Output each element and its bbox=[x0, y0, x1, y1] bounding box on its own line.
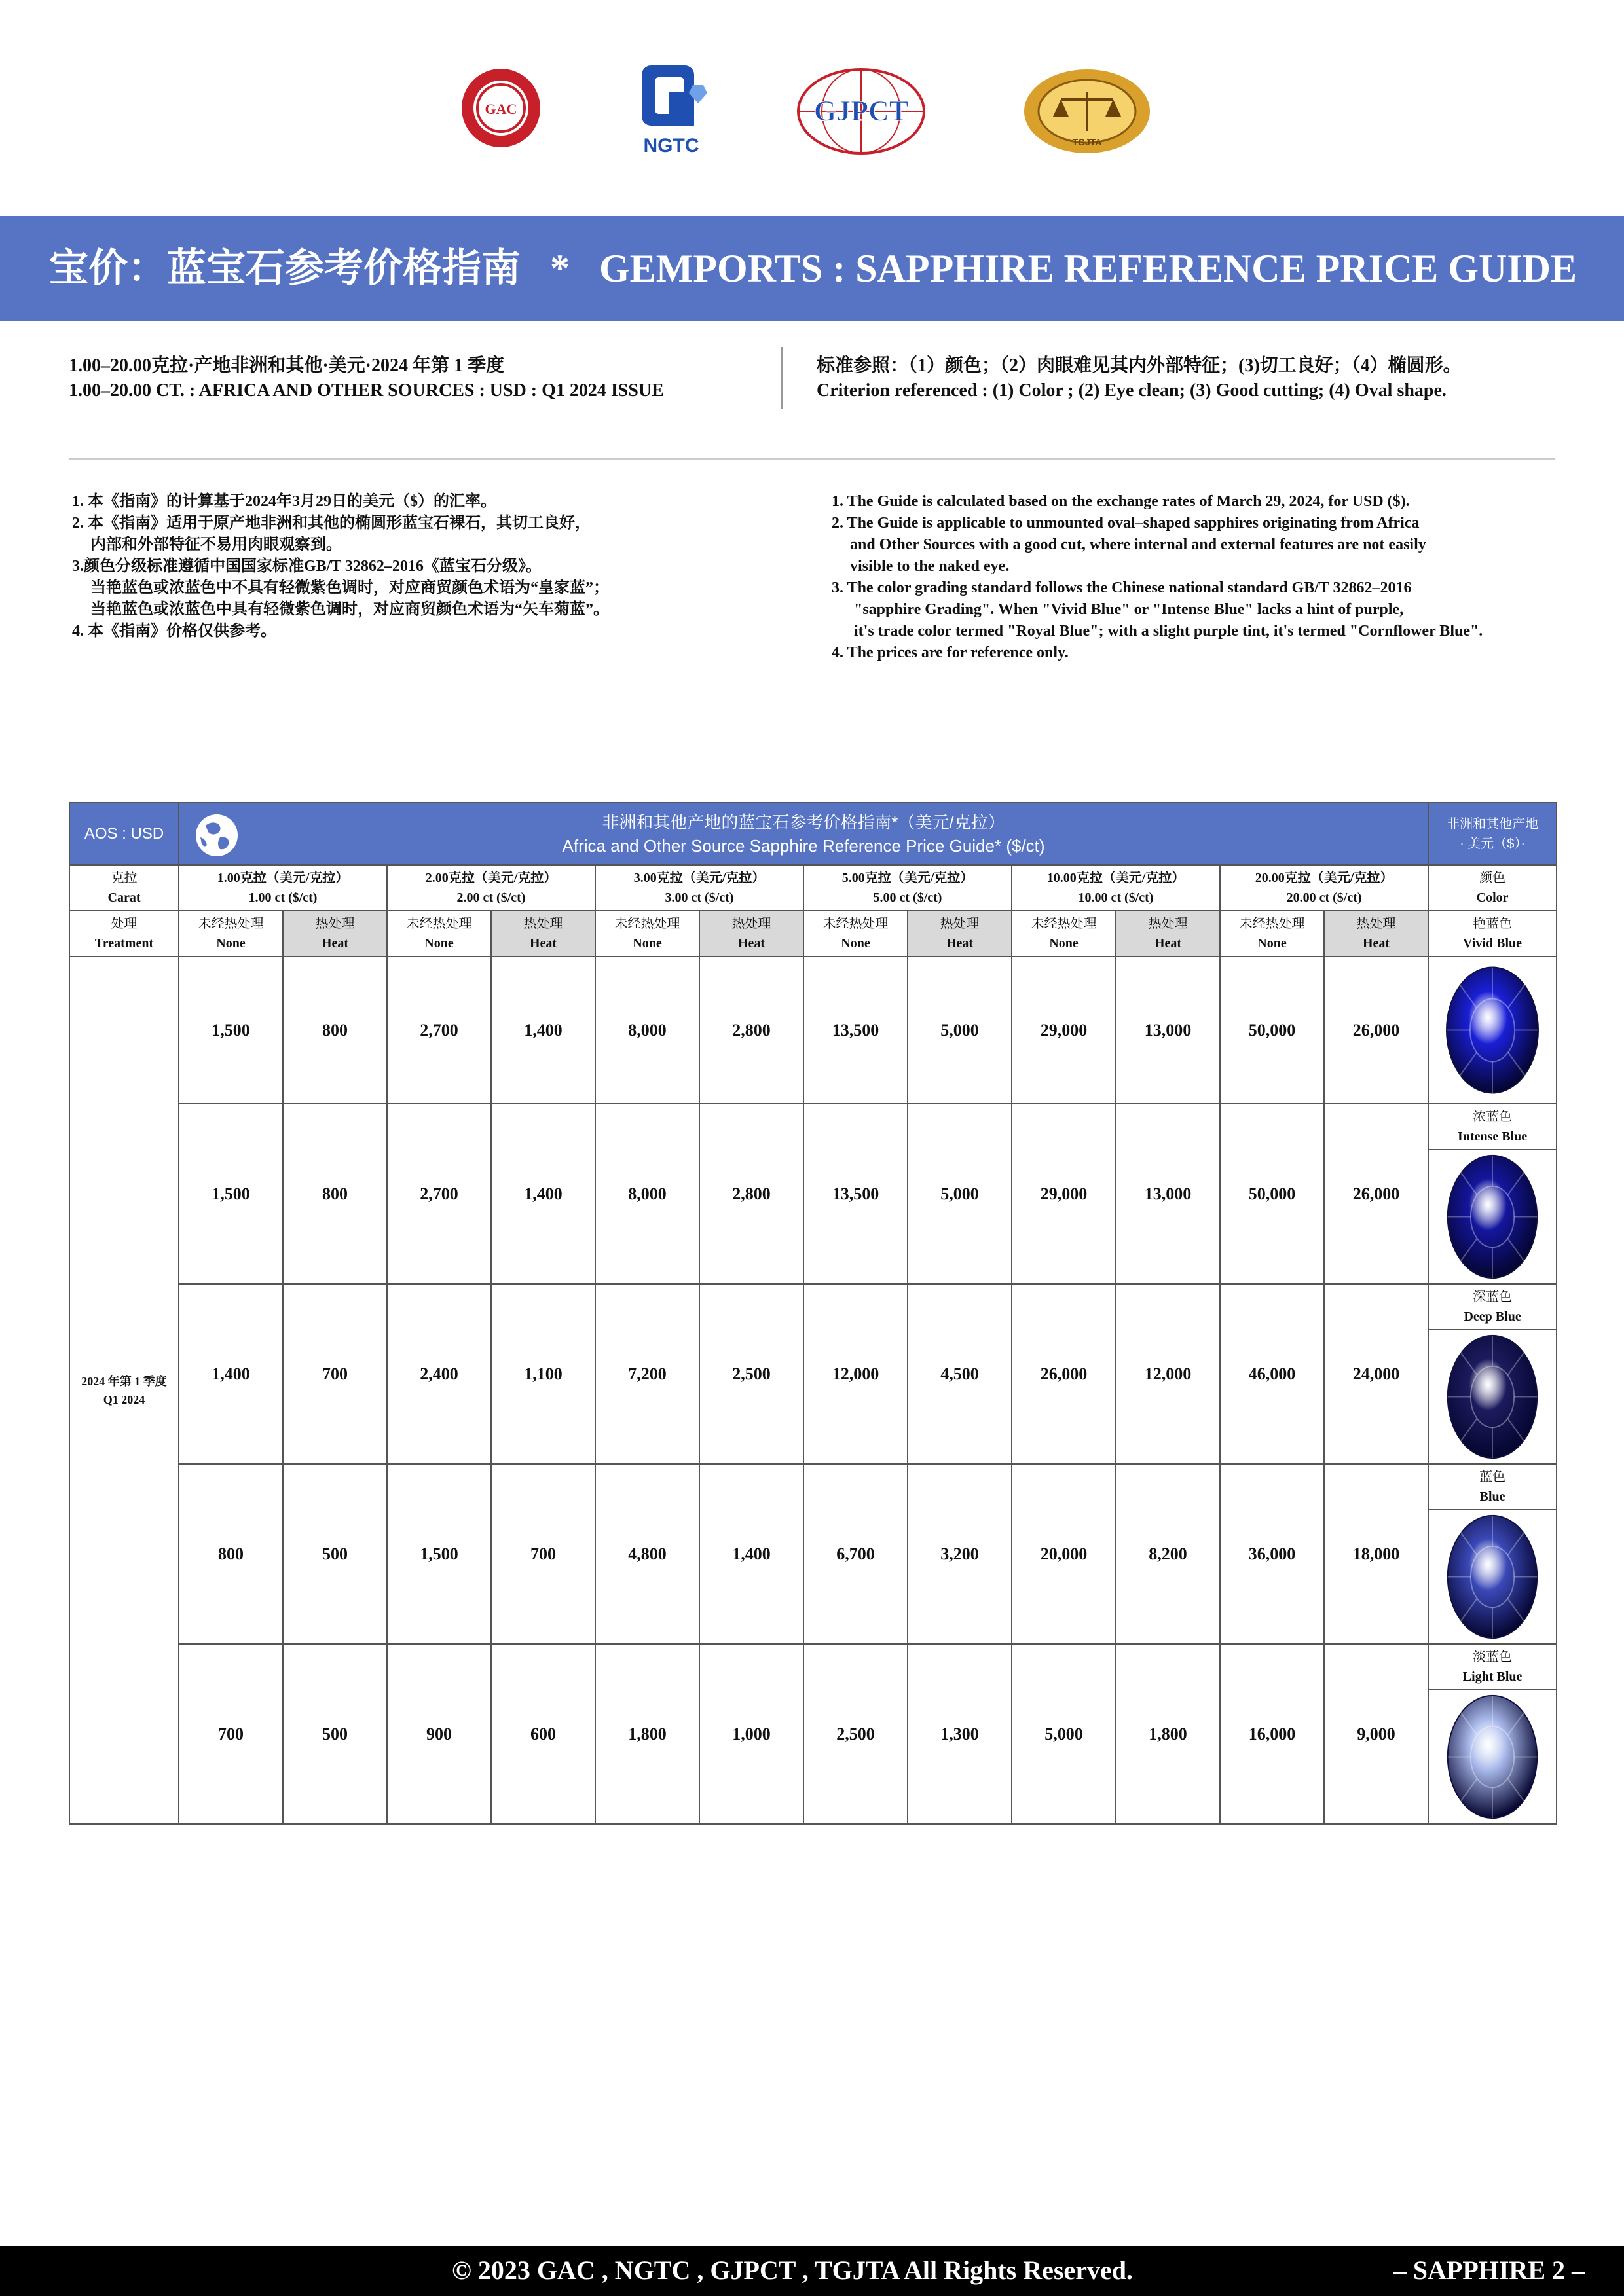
treatment-heat bbox=[699, 911, 803, 957]
gjpct-logo bbox=[796, 65, 927, 157]
price-cell: 1,800 bbox=[595, 1644, 699, 1824]
note-zh-4: 4. 本《指南》价格仅供参考。 bbox=[72, 623, 276, 640]
aos-label: AOS : USD bbox=[69, 803, 179, 865]
note-zh-3: 3.颜色分级标准遵循中国国家标准GB/T 32862–2016《蓝宝石分级》。 bbox=[72, 558, 542, 575]
treatment-none-en: None bbox=[216, 936, 246, 951]
price-cell: 500 bbox=[283, 1464, 387, 1644]
treatment-none-zh: 未经热处理 bbox=[198, 917, 264, 931]
color-label-cell bbox=[1429, 1465, 1556, 1510]
price-cell: 1,500 bbox=[387, 1464, 491, 1644]
carat-5-zh: 5.00克拉（美元/克拉） bbox=[841, 871, 974, 885]
price-cell: 29,000 bbox=[1012, 957, 1116, 1104]
price-cell: 2,500 bbox=[803, 1644, 908, 1824]
scope-left-line2: 1.00–20.00 CT. : AFRICA AND OTHER SOURCES : USD : Q1 2024 ISSUE bbox=[69, 380, 664, 401]
region-currency-label bbox=[1428, 803, 1557, 865]
scope-divider bbox=[781, 347, 783, 409]
price-cell: 1,000 bbox=[699, 1644, 803, 1824]
color-en: Vivid Blue bbox=[1463, 936, 1522, 951]
price-cell: 1,500 bbox=[179, 957, 283, 1104]
price-cell: 1,400 bbox=[699, 1464, 803, 1644]
scope-right-line1: 标准参照：（1）颜色；（2）肉眼难见其内外部特征；(3)切工良好；（4）椭圆形。 bbox=[817, 355, 1462, 376]
table-title-en: Africa and Other Source Sapphire Reference Price Guide* ($/ct) bbox=[562, 835, 1045, 856]
gem-cell bbox=[1428, 957, 1557, 1104]
carat-2 bbox=[387, 865, 595, 911]
svg-text:GJPCT: GJPCT bbox=[813, 95, 909, 127]
scope-left bbox=[69, 354, 664, 403]
price-cell: 500 bbox=[283, 1644, 387, 1824]
carat-header-row bbox=[69, 865, 1557, 911]
treatment-header-row bbox=[69, 911, 1557, 957]
color-label-cell bbox=[1429, 1645, 1556, 1690]
price-cell: 800 bbox=[283, 1104, 387, 1284]
price-cell: 800 bbox=[179, 1464, 283, 1644]
color-zh: 艳蓝色 bbox=[1473, 917, 1513, 931]
color-label-cell bbox=[1429, 1104, 1556, 1150]
treatment-none-zh: 未经热处理 bbox=[614, 917, 680, 931]
treatment-heat-en: Heat bbox=[529, 936, 557, 951]
price-cell: 50,000 bbox=[1220, 957, 1324, 1104]
sapphire-gem-image bbox=[1443, 1693, 1541, 1821]
treatment-none-en: None bbox=[1049, 936, 1079, 951]
notes-zh bbox=[72, 491, 609, 642]
treatment-none-en: None bbox=[841, 936, 870, 951]
treatment-none-zh: 未经热处理 bbox=[822, 917, 889, 931]
carat-20 bbox=[1220, 865, 1428, 911]
price-cell: 46,000 bbox=[1220, 1284, 1324, 1464]
svg-text:TGJTA: TGJTA bbox=[1072, 137, 1102, 147]
treatment-none-zh: 未经热处理 bbox=[1239, 917, 1305, 931]
table-title bbox=[179, 803, 1428, 865]
price-cell: 2,800 bbox=[699, 1104, 803, 1284]
price-cell: 2,500 bbox=[699, 1284, 803, 1464]
treatment-none bbox=[803, 911, 908, 957]
svg-text:NGTC: NGTC bbox=[643, 135, 699, 156]
carat-1-zh: 1.00克拉（美元/克拉） bbox=[217, 871, 349, 885]
price-cell: 26,000 bbox=[1012, 1284, 1116, 1464]
price-cell: 1,500 bbox=[179, 1104, 283, 1284]
table-title-zh: 非洲和其他产地的蓝宝石参考价格指南*（美元/克拉） bbox=[602, 812, 1005, 832]
treatment-none-en: None bbox=[1257, 936, 1287, 951]
logo-bar bbox=[0, 65, 1624, 164]
sapphire-gem-image bbox=[1443, 960, 1541, 1101]
price-cell: 6,700 bbox=[803, 1464, 908, 1644]
treatment-heat-en: Heat bbox=[1363, 936, 1390, 951]
color-en: Blue bbox=[1479, 1489, 1505, 1504]
carat-3 bbox=[595, 865, 803, 911]
page-title-banner bbox=[0, 216, 1624, 321]
price-cell: 13,500 bbox=[803, 957, 908, 1104]
carat-5 bbox=[803, 865, 1012, 911]
treatment-none bbox=[387, 911, 491, 957]
price-cell: 1,400 bbox=[491, 1104, 595, 1284]
price-cell: 5,000 bbox=[908, 1104, 1012, 1284]
price-cell: 13,500 bbox=[803, 1104, 908, 1284]
table-row bbox=[69, 957, 1557, 1104]
gem-cell bbox=[1428, 1284, 1557, 1464]
treatment-heat-zh: 热处理 bbox=[731, 917, 771, 931]
color-en: Light Blue bbox=[1462, 1669, 1522, 1684]
carat-3-zh: 3.00克拉（美元/克拉） bbox=[633, 871, 766, 885]
price-cell: 26,000 bbox=[1324, 957, 1428, 1104]
price-cell: 20,000 bbox=[1012, 1464, 1116, 1644]
price-cell: 800 bbox=[283, 957, 387, 1104]
footer bbox=[0, 2246, 1624, 2296]
note-zh-3c: 当艳蓝色或浓蓝色中具有轻微紫色调时，对应商贸颜色术语为“矢车菊蓝”。 bbox=[90, 601, 609, 618]
scope-left-line1: 1.00–20.00克拉·产地非洲和其他·美元·2024 年第 1 季度 bbox=[69, 355, 505, 376]
note-zh-2b: 内部和外部特征不易用肉眼观察到。 bbox=[90, 536, 342, 553]
carat-1-en: 1.00 ct ($/ct) bbox=[248, 890, 318, 905]
period-label bbox=[69, 957, 179, 1824]
price-cell: 1,800 bbox=[1116, 1644, 1220, 1824]
carat-20-en: 20.00 ct ($/ct) bbox=[1286, 890, 1362, 905]
carat-20-zh: 20.00克拉（美元/克拉） bbox=[1255, 871, 1393, 885]
price-cell: 18,000 bbox=[1324, 1464, 1428, 1644]
ngtc-logo bbox=[635, 65, 714, 157]
treatment-label-en: Treatment bbox=[94, 936, 154, 951]
price-cell: 16,000 bbox=[1220, 1644, 1324, 1824]
price-cell: 7,200 bbox=[595, 1284, 699, 1464]
price-cell: 1,400 bbox=[491, 957, 595, 1104]
color-label bbox=[1428, 865, 1557, 911]
note-zh-2: 2. 本《指南》适用于原产地非洲和其他的椭圆形蓝宝石裸石，其切工良好， bbox=[72, 515, 591, 532]
note-en-3: 3. The color grading standard follows the Chinese national standard GB/T 32862–2016 bbox=[832, 579, 1412, 596]
carat-2-en: 2.00 ct ($/ct) bbox=[456, 890, 526, 905]
price-cell: 1,300 bbox=[908, 1644, 1012, 1824]
treatment-none-en: None bbox=[424, 936, 454, 951]
section-divider bbox=[69, 458, 1555, 460]
table-row bbox=[69, 1104, 1557, 1284]
price-cell: 2,700 bbox=[387, 957, 491, 1104]
scope-right bbox=[817, 354, 1462, 403]
treatment-label-zh: 处理 bbox=[111, 917, 138, 931]
color-zh: 深蓝色 bbox=[1473, 1290, 1513, 1304]
price-body bbox=[69, 957, 1557, 1824]
treatment-heat bbox=[908, 911, 1012, 957]
treatment-heat-en: Heat bbox=[946, 936, 974, 951]
treatment-none-zh: 未经热处理 bbox=[406, 917, 472, 931]
scope-right-line2: Criterion referenced : (1) Color ; (2) Eye clean; (3) Good cutting; (4) Oval shape. bbox=[817, 380, 1447, 401]
tgjta-logo bbox=[1022, 65, 1153, 157]
price-cell: 13,000 bbox=[1116, 957, 1220, 1104]
color-label-zh: 颜色 bbox=[1479, 871, 1506, 885]
carat-10-zh: 10.00克拉（美元/克拉） bbox=[1046, 871, 1185, 885]
gac-logo bbox=[458, 65, 544, 151]
price-table bbox=[69, 802, 1557, 1825]
treatment-heat-zh: 热处理 bbox=[1148, 917, 1188, 931]
color-zh: 淡蓝色 bbox=[1473, 1650, 1513, 1664]
price-cell: 8,000 bbox=[595, 1104, 699, 1284]
period-en: Q1 2024 bbox=[103, 1393, 145, 1406]
treatment-heat bbox=[1116, 911, 1220, 957]
note-en-4: 4. The prices are for reference only. bbox=[832, 644, 1069, 661]
treatment-none bbox=[1012, 911, 1116, 957]
treatment-heat bbox=[283, 911, 387, 957]
carat-5-en: 5.00 ct ($/ct) bbox=[873, 890, 942, 905]
treatment-heat-en: Heat bbox=[321, 936, 349, 951]
note-en-3c: it's trade color termed "Royal Blue"; with a slight purple tint, it's termed "Cornflower Blue". bbox=[854, 623, 1483, 640]
first-color-label bbox=[1428, 911, 1557, 957]
carat-2-zh: 2.00克拉（美元/克拉） bbox=[425, 871, 557, 885]
price-cell: 50,000 bbox=[1220, 1104, 1324, 1284]
carat-label-en: Carat bbox=[107, 890, 141, 905]
sapphire-gem-image bbox=[1443, 1513, 1541, 1641]
color-label-cell bbox=[1429, 1285, 1556, 1330]
currency-label: · 美元（$）· bbox=[1460, 836, 1526, 851]
treatment-none-zh: 未经热处理 bbox=[1031, 917, 1097, 931]
gem-cell bbox=[1428, 1104, 1557, 1284]
color-en: Intense Blue bbox=[1458, 1129, 1528, 1144]
price-cell: 26,000 bbox=[1324, 1104, 1428, 1284]
notes-en bbox=[832, 491, 1483, 664]
price-cell: 2,700 bbox=[387, 1104, 491, 1284]
price-cell: 700 bbox=[283, 1284, 387, 1464]
table-row bbox=[69, 1644, 1557, 1824]
gem-cell bbox=[1428, 1644, 1557, 1824]
sapphire-gem-image bbox=[1443, 1333, 1541, 1461]
price-cell: 700 bbox=[179, 1644, 283, 1824]
price-cell: 24,000 bbox=[1324, 1284, 1428, 1464]
color-label-en: Color bbox=[1476, 890, 1509, 905]
price-cell: 5,000 bbox=[1012, 1644, 1116, 1824]
carat-10-en: 10.00 ct ($/ct) bbox=[1078, 890, 1154, 905]
color-en: Deep Blue bbox=[1464, 1309, 1521, 1324]
treatment-none-en: None bbox=[633, 936, 662, 951]
globe-icon bbox=[194, 812, 240, 858]
treatment-none bbox=[179, 911, 283, 957]
table-row bbox=[69, 1284, 1557, 1464]
note-zh-3b: 当艳蓝色或浓蓝色中不具有轻微紫色调时，对应商贸颜色术语为“皇家蓝”； bbox=[90, 579, 609, 596]
price-cell: 4,500 bbox=[908, 1284, 1012, 1464]
carat-label bbox=[69, 865, 179, 911]
treatment-none bbox=[1220, 911, 1324, 957]
price-cell: 12,000 bbox=[1116, 1284, 1220, 1464]
treatment-heat-zh: 热处理 bbox=[315, 917, 355, 931]
price-cell: 12,000 bbox=[803, 1284, 908, 1464]
price-cell: 2,400 bbox=[387, 1284, 491, 1464]
color-zh: 蓝色 bbox=[1479, 1470, 1506, 1484]
svg-text:GAC: GAC bbox=[485, 101, 517, 117]
carat-1 bbox=[179, 865, 387, 911]
price-cell: 3,200 bbox=[908, 1464, 1012, 1644]
price-cell: 4,800 bbox=[595, 1464, 699, 1644]
note-en-2b: and Other Sources with a good cut, where internal and external features are not easily bbox=[850, 536, 1426, 553]
treatment-heat-zh: 热处理 bbox=[940, 917, 980, 931]
treatment-heat bbox=[1324, 911, 1428, 957]
carat-3-en: 3.00 ct ($/ct) bbox=[665, 890, 734, 905]
treatment-heat-zh: 热处理 bbox=[1356, 917, 1396, 931]
price-cell: 900 bbox=[387, 1644, 491, 1824]
price-cell: 600 bbox=[491, 1644, 595, 1824]
price-cell: 1,100 bbox=[491, 1284, 595, 1464]
gem-cell bbox=[1428, 1464, 1557, 1644]
copyright: © 2023 GAC , NGTC , GJPCT , TGJTA All Rights Reserved. bbox=[452, 2255, 1133, 2285]
table-title-row bbox=[69, 803, 1557, 865]
note-en-1: 1. The Guide is calculated based on the exchange rates of March 29, 2024, for USD ($). bbox=[832, 493, 1410, 510]
price-cell: 8,000 bbox=[595, 957, 699, 1104]
price-cell: 5,000 bbox=[908, 957, 1012, 1104]
treatment-heat-en: Heat bbox=[737, 936, 766, 951]
treatment-heat-en: Heat bbox=[1154, 936, 1182, 951]
price-cell: 2,800 bbox=[699, 957, 803, 1104]
page-title: 宝价：蓝宝石参考价格指南 * GEMPORTS : SAPPHIRE REFERENCE PRICE GUIDE bbox=[49, 247, 1578, 290]
treatment-heat bbox=[491, 911, 595, 957]
note-en-2: 2. The Guide is applicable to unmounted oval–shaped sapphires originating from Africa bbox=[832, 515, 1420, 532]
color-zh: 浓蓝色 bbox=[1473, 1110, 1513, 1124]
price-cell: 700 bbox=[491, 1464, 595, 1644]
note-zh-1: 1. 本《指南》的计算基于2024年3月29日的美元（$）的汇率。 bbox=[72, 493, 496, 510]
price-cell: 9,000 bbox=[1324, 1644, 1428, 1824]
treatment-heat-zh: 热处理 bbox=[523, 917, 563, 931]
price-cell: 1,400 bbox=[179, 1284, 283, 1464]
carat-10 bbox=[1012, 865, 1220, 911]
page-number: – SAPPHIRE 2 – bbox=[1393, 2255, 1585, 2285]
price-cell: 36,000 bbox=[1220, 1464, 1324, 1644]
sapphire-gem-image bbox=[1443, 1153, 1541, 1281]
treatment-none bbox=[595, 911, 699, 957]
price-cell: 13,000 bbox=[1116, 1104, 1220, 1284]
carat-label-zh: 克拉 bbox=[111, 871, 138, 885]
period-zh: 2024 年第 1 季度 bbox=[81, 1374, 167, 1388]
table-row bbox=[69, 1464, 1557, 1644]
note-en-2c: visible to the naked eye. bbox=[850, 558, 1010, 575]
note-en-3b: "sapphire Grading". When "Vivid Blue" or "Intense Blue" lacks a hint of purple, bbox=[854, 601, 1404, 618]
price-cell: 8,200 bbox=[1116, 1464, 1220, 1644]
treatment-label bbox=[69, 911, 179, 957]
price-cell: 29,000 bbox=[1012, 1104, 1116, 1284]
region-label: 非洲和其他产地 bbox=[1447, 816, 1539, 831]
